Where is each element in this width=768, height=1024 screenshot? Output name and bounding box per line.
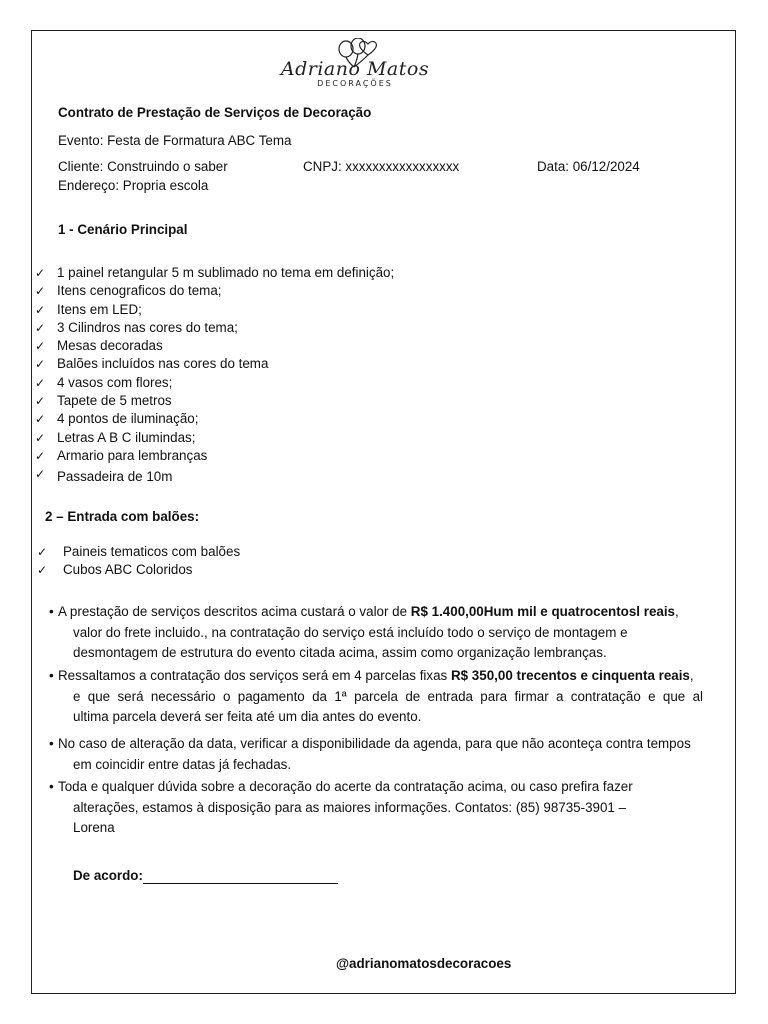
price-paragraph: • A prestação de serviços descritos acima custará o valor de R$ 1.400,00Hum mil e quatrocentosl reais, valor do frete incluido., na contratação do serviço está incluído todo o serviço de montagem e desmontagem de estrutura do evento citada acima, assim como organização lembranças. <box>49 604 679 660</box>
section1-list <box>35 264 635 485</box>
signature-line <box>143 869 338 884</box>
bullet-icon: • <box>49 604 54 619</box>
checkmark-icon: ✓ <box>35 394 46 409</box>
checkmark-icon: ✓ <box>37 545 48 559</box>
list-item: ✓ 4 pontos de iluminação; <box>35 410 635 428</box>
contact-paragraph: • Toda e qualquer dúvida sobre a decoração do acerte da contratação acima, ou caso prefira fazer alterações, estamos à disposição para as maiores informações. Contatos: (85) 98735-3901 – Lorena <box>49 779 633 835</box>
client-field: Cliente: Construindo o saber <box>58 159 228 174</box>
bullet-icon: • <box>49 779 54 794</box>
list-item: ✓ Paineis tematicos com balões <box>37 543 637 561</box>
checkmark-icon: ✓ <box>35 320 46 335</box>
checkmark-icon: ✓ <box>37 563 48 578</box>
section1-title: 1 - Cenário Principal <box>58 222 188 237</box>
checkmark-icon: ✓ <box>35 467 46 482</box>
installment-value: R$ 350,00 trecentos e cinquenta reais <box>450 668 690 683</box>
checkmark-icon: ✓ <box>35 375 46 390</box>
list-item: ✓ Tapete de 5 metros <box>35 392 635 410</box>
event-field: Evento: Festa de Formatura ABC Tema <box>58 133 292 148</box>
checkmark-icon: ✓ <box>35 448 46 463</box>
checkmark-icon: ✓ <box>35 412 46 427</box>
checkmark-icon: ✓ <box>35 339 46 354</box>
list-item: ✓ 3 Cilindros nas cores do tema; <box>35 319 635 337</box>
list-item: ✓ 4 vasos com flores; <box>35 374 635 392</box>
date-change-paragraph: • No caso de alteração da data, verificar a disponibilidade da agenda, para que não aconteça contra tempos em coincidir entre datas já fechadas. <box>49 736 691 772</box>
list-item: ✓ Passadeira de 10m <box>35 465 635 485</box>
list-item: ✓ 1 painel retangular 5 m sublimado no tema em definição; <box>35 264 635 282</box>
list-item: ✓ Cubos ABC Coloridos <box>37 561 637 579</box>
social-handle: @adrianomatosdecoracoes <box>336 956 512 971</box>
section2-list <box>37 543 637 580</box>
list-item: ✓ Letras A B C ilumindas; <box>35 429 635 447</box>
brand-logo <box>272 38 438 92</box>
list-item: ✓ Itens em LED; <box>35 301 635 319</box>
date-field: Data: 06/12/2024 <box>537 159 640 174</box>
contract-title: Contrato de Prestação de Serviços de Decoração <box>58 105 372 120</box>
brand-name: Adriano Matos <box>280 58 430 80</box>
checkmark-icon: ✓ <box>35 284 46 299</box>
brand-subtitle: DECORAÇÕES <box>317 79 393 88</box>
checkmark-icon: ✓ <box>35 430 46 445</box>
checkmark-icon: ✓ <box>35 302 46 317</box>
list-item: ✓ Balões incluídos nas cores do tema <box>35 355 635 373</box>
address-field: Endereço: Propria escola <box>58 178 209 193</box>
price-total: R$ 1.400,00Hum mil e quatrocentosl reais <box>410 604 676 619</box>
cnpj-field: CNPJ: xxxxxxxxxxxxxxxxx <box>303 159 460 174</box>
checkmark-icon: ✓ <box>35 266 46 280</box>
installments-paragraph: • Ressaltamos a contratação dos serviços será em 4 parcelas fixas R$ 350,00 trecentos e cinquenta reais, e que será necessário o pagamento da 1ª parcela de entrada para firmar a contratação e que al ultima parcela deverá ser feita até um dia antes do evento. <box>49 668 703 724</box>
bullet-icon: • <box>49 668 54 683</box>
signature-area <box>73 867 338 884</box>
list-item: ✓ Itens cenograficos do tema; <box>35 282 635 300</box>
bullet-icon: • <box>49 736 54 751</box>
checkmark-icon: ✓ <box>35 357 46 372</box>
list-item: ✓ Mesas decoradas <box>35 337 635 355</box>
signature-label: De acordo: <box>73 868 143 883</box>
section2-title: 2 – Entrada com balões: <box>45 509 200 524</box>
list-item: ✓ Armario para lembranças <box>35 447 635 465</box>
